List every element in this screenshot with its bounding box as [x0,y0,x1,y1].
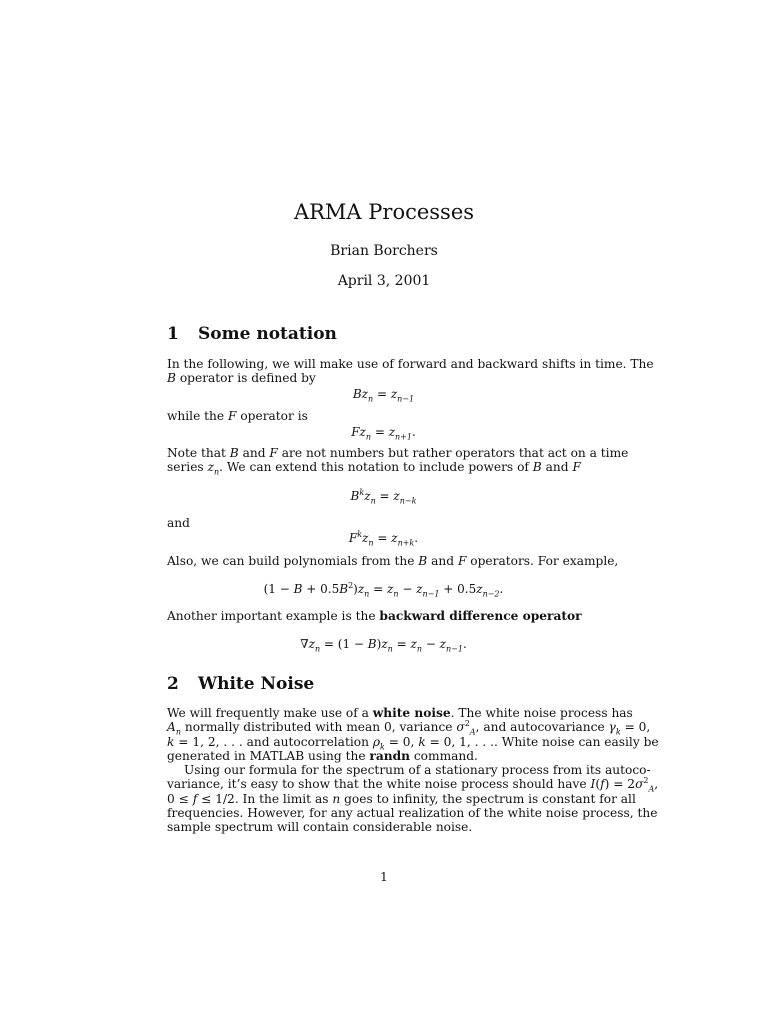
page-number: 1 [380,870,388,884]
paper-title: ARMA Processes [293,200,475,224]
paragraph: and [167,516,190,530]
equation: $Bz_n = z_{n-1}$ [352,387,415,404]
paper-author: Brian Borchers [330,243,438,259]
section-number: 2 [167,674,179,694]
section-title: White Noise [198,674,315,694]
section-1-heading [167,324,337,344]
equation: $B^kz_n = z_{n-k}$ [350,488,417,506]
section-title: Some notation [198,324,337,344]
equation: $(1 - B + 0.5B^2)z_n = z_n - z_{n-1} + 0.5z_{n-2}$. [263,581,504,599]
equation: $\nabla z_n = (1 - B)z_n = z_n - z_{n-1}$. [300,637,467,654]
paragraph: Also, we can build polynomials from the B and F operators. For example, [167,554,619,568]
section-2-heading [167,674,314,694]
paragraph: We will frequently make use of a white noise. The white noise process has $A_n$ normally distributed with mean 0, variance $\sigma^2_A$, and autocovariance $\gamma_k = 0$, k = 1, 2, . . . and autocorrelation $\rho_k = 0$, k = 0, 1, . . .. White noise can easily be generated in MATLAB using the randn command. Using our formula for the spectrum of a stationary process from its autoco- variance, it’s easy to show that the white noise process should have $I(f) = 2\sigma^2_A$, 0 ≤ f ≤ 1/2. In the limit as n goes to infinity, the spectrum is constant for all frequencies. However, for any actual realization of the white noise process, the sample spectrum will contain considerable noise. [167,706,659,835]
text-line: In the following, we will make use of forward and backward shifts in time. The [167,357,654,371]
text-line: B operator is defined by [167,371,316,386]
paragraph: Another important example is the backward difference operator [167,609,582,623]
paragraph: Note that B and F are not numbers but rather operators that act on a time series $z_n$. We can extend this notation to include powers of B and F [167,446,629,477]
equation: $Fz_n = z_{n+1}$. [351,425,416,442]
paper-date: April 3, 2001 [337,273,431,289]
paragraph: while the F operator is [167,409,308,423]
paragraph [167,357,654,386]
equation: $F^kz_n = z_{n+k}$. [348,530,419,548]
section-number: 1 [167,324,179,344]
